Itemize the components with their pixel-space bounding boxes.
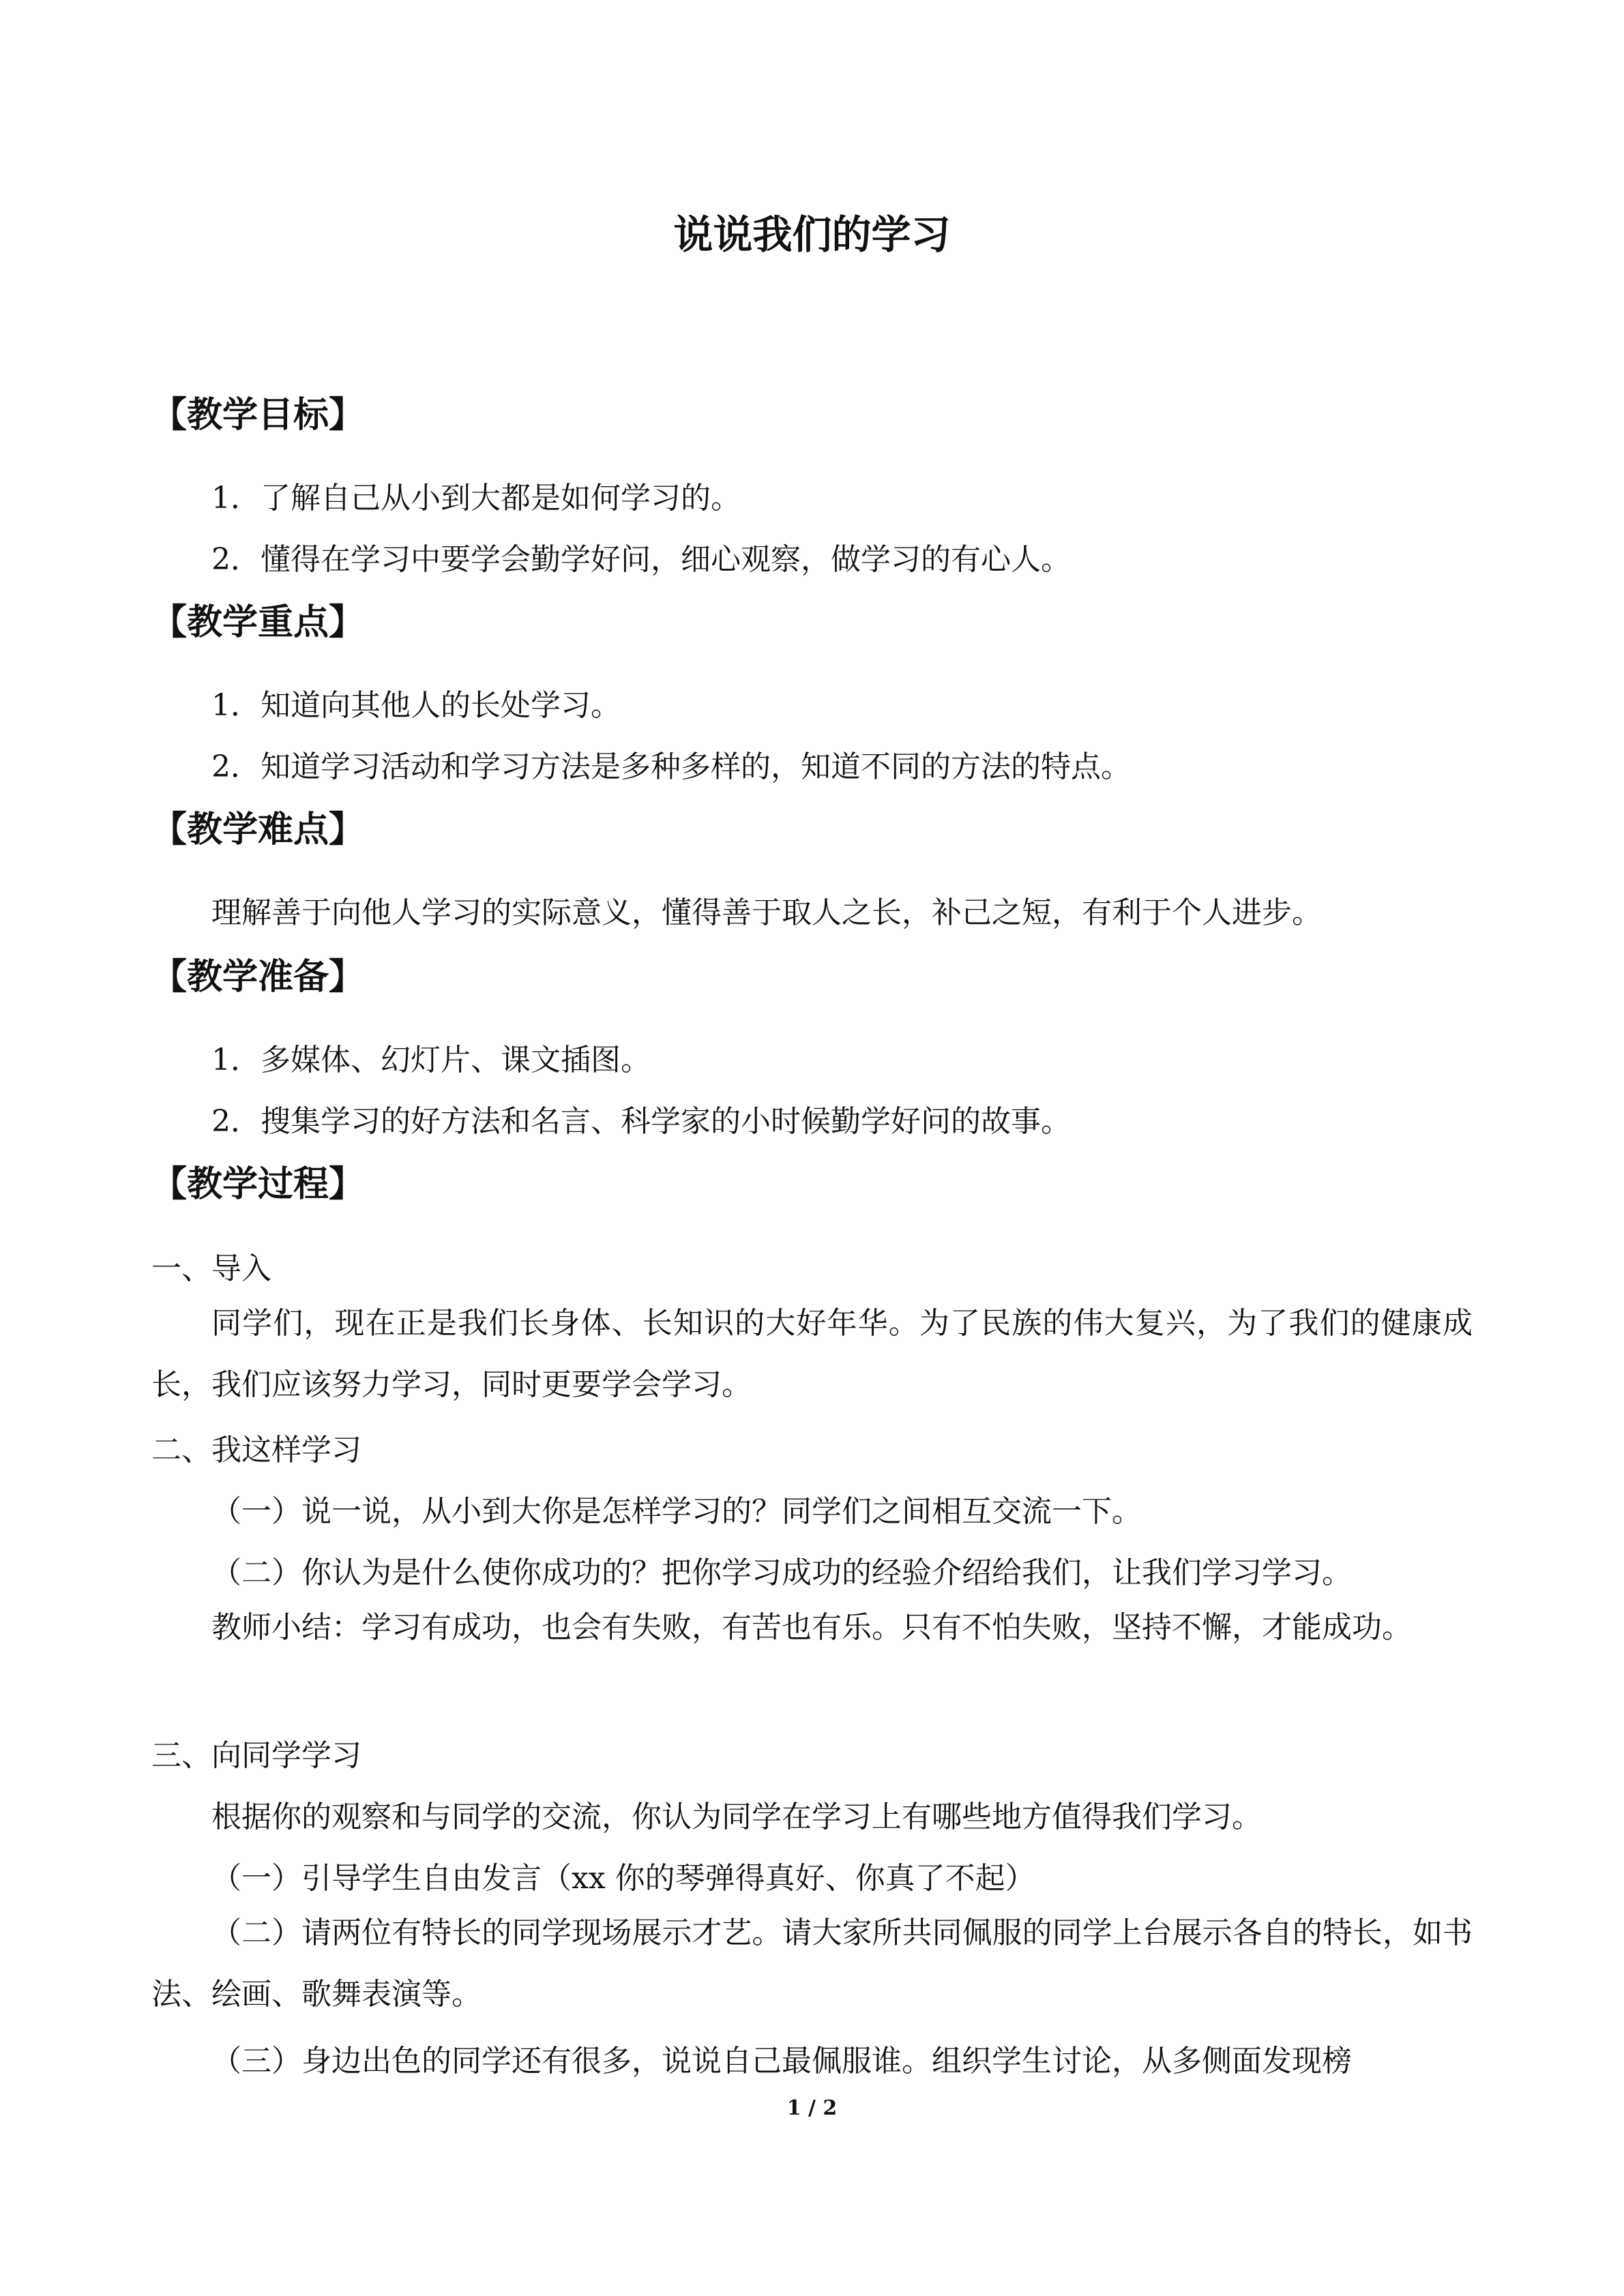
- process-part3-item-1: （一）引导学生自由发言（xx 你的琴弹得真好、你真了不起）: [211, 1861, 1035, 1896]
- page-number: 1 / 2: [786, 2096, 838, 2120]
- process-part3-title: 三、向同学学习: [151, 1738, 361, 1773]
- process-part3-item-2: （二）请两位有特长的同学现场展示才艺。请大家所共同佩服的同学上台展示各自的特长，如书法、绘画、歌舞表演等。: [151, 1915, 1473, 2012]
- process-part2-title: 二、我这样学习: [151, 1433, 361, 1467]
- heading-process: 【教学过程】: [151, 1163, 365, 1205]
- heading-key-points: 【教学重点】: [151, 601, 365, 643]
- process-part2-item-1: （一）说一说，从小到大你是怎样学习的？同学们之间相互交流一下。: [211, 1494, 1142, 1529]
- process-part3-intro: 根据你的观察和与同学的交流，你认为同学在学习上有哪些地方值得我们学习。: [211, 1800, 1262, 1834]
- difficulties-item-1: 理解善于向他人学习的实际意义，懂得善于取人之长，补己之短，有利于个人进步。: [211, 895, 1322, 930]
- key-points-item-2: 2．知道学习活动和学习方法是多种多样的，知道不同的方法的特点。: [211, 749, 1131, 784]
- goals-item-1: 1．了解自己从小到大都是如何学习的。: [211, 481, 741, 516]
- process-part1-paragraph: 同学们，现在正是我们长身体、长知识的大好年华。为了民族的伟大复兴，为了我们的健康成长，我们应该努力学习，同时更要学会学习。: [151, 1306, 1473, 1402]
- preparation-item-1: 1．多媒体、幻灯片、课文插图。: [211, 1043, 651, 1077]
- goals-item-2: 2．懂得在学习中要学会勤学好问，细心观察，做学习的有心人。: [211, 542, 1071, 577]
- heading-goals: 【教学目标】: [151, 394, 365, 436]
- process-part2-summary: 教师小结：学习有成功，也会有失败，有苦也有乐。只有不怕失败，坚持不懈，才能成功。: [211, 1610, 1412, 1645]
- process-part1-title: 一、导入: [151, 1251, 271, 1286]
- process-part2-item-2: （二）你认为是什么使你成功的？把你学习成功的经验介绍给我们，让我们学习学习。: [211, 1555, 1352, 1590]
- heading-preparation: 【教学准备】: [151, 956, 365, 998]
- heading-difficulties: 【教学难点】: [151, 809, 365, 850]
- preparation-item-2: 2．搜集学习的好方法和名言、科学家的小时候勤学好问的故事。: [211, 1104, 1071, 1139]
- process-part3-item-3: （三）身边出色的同学还有很多，说说自己最佩服谁。组织学生讨论，从多侧面发现榜: [211, 2044, 1352, 2078]
- key-points-item-1: 1．知道向其他人的长处学习。: [211, 688, 621, 723]
- page-title: 说说我们的学习: [673, 211, 951, 258]
